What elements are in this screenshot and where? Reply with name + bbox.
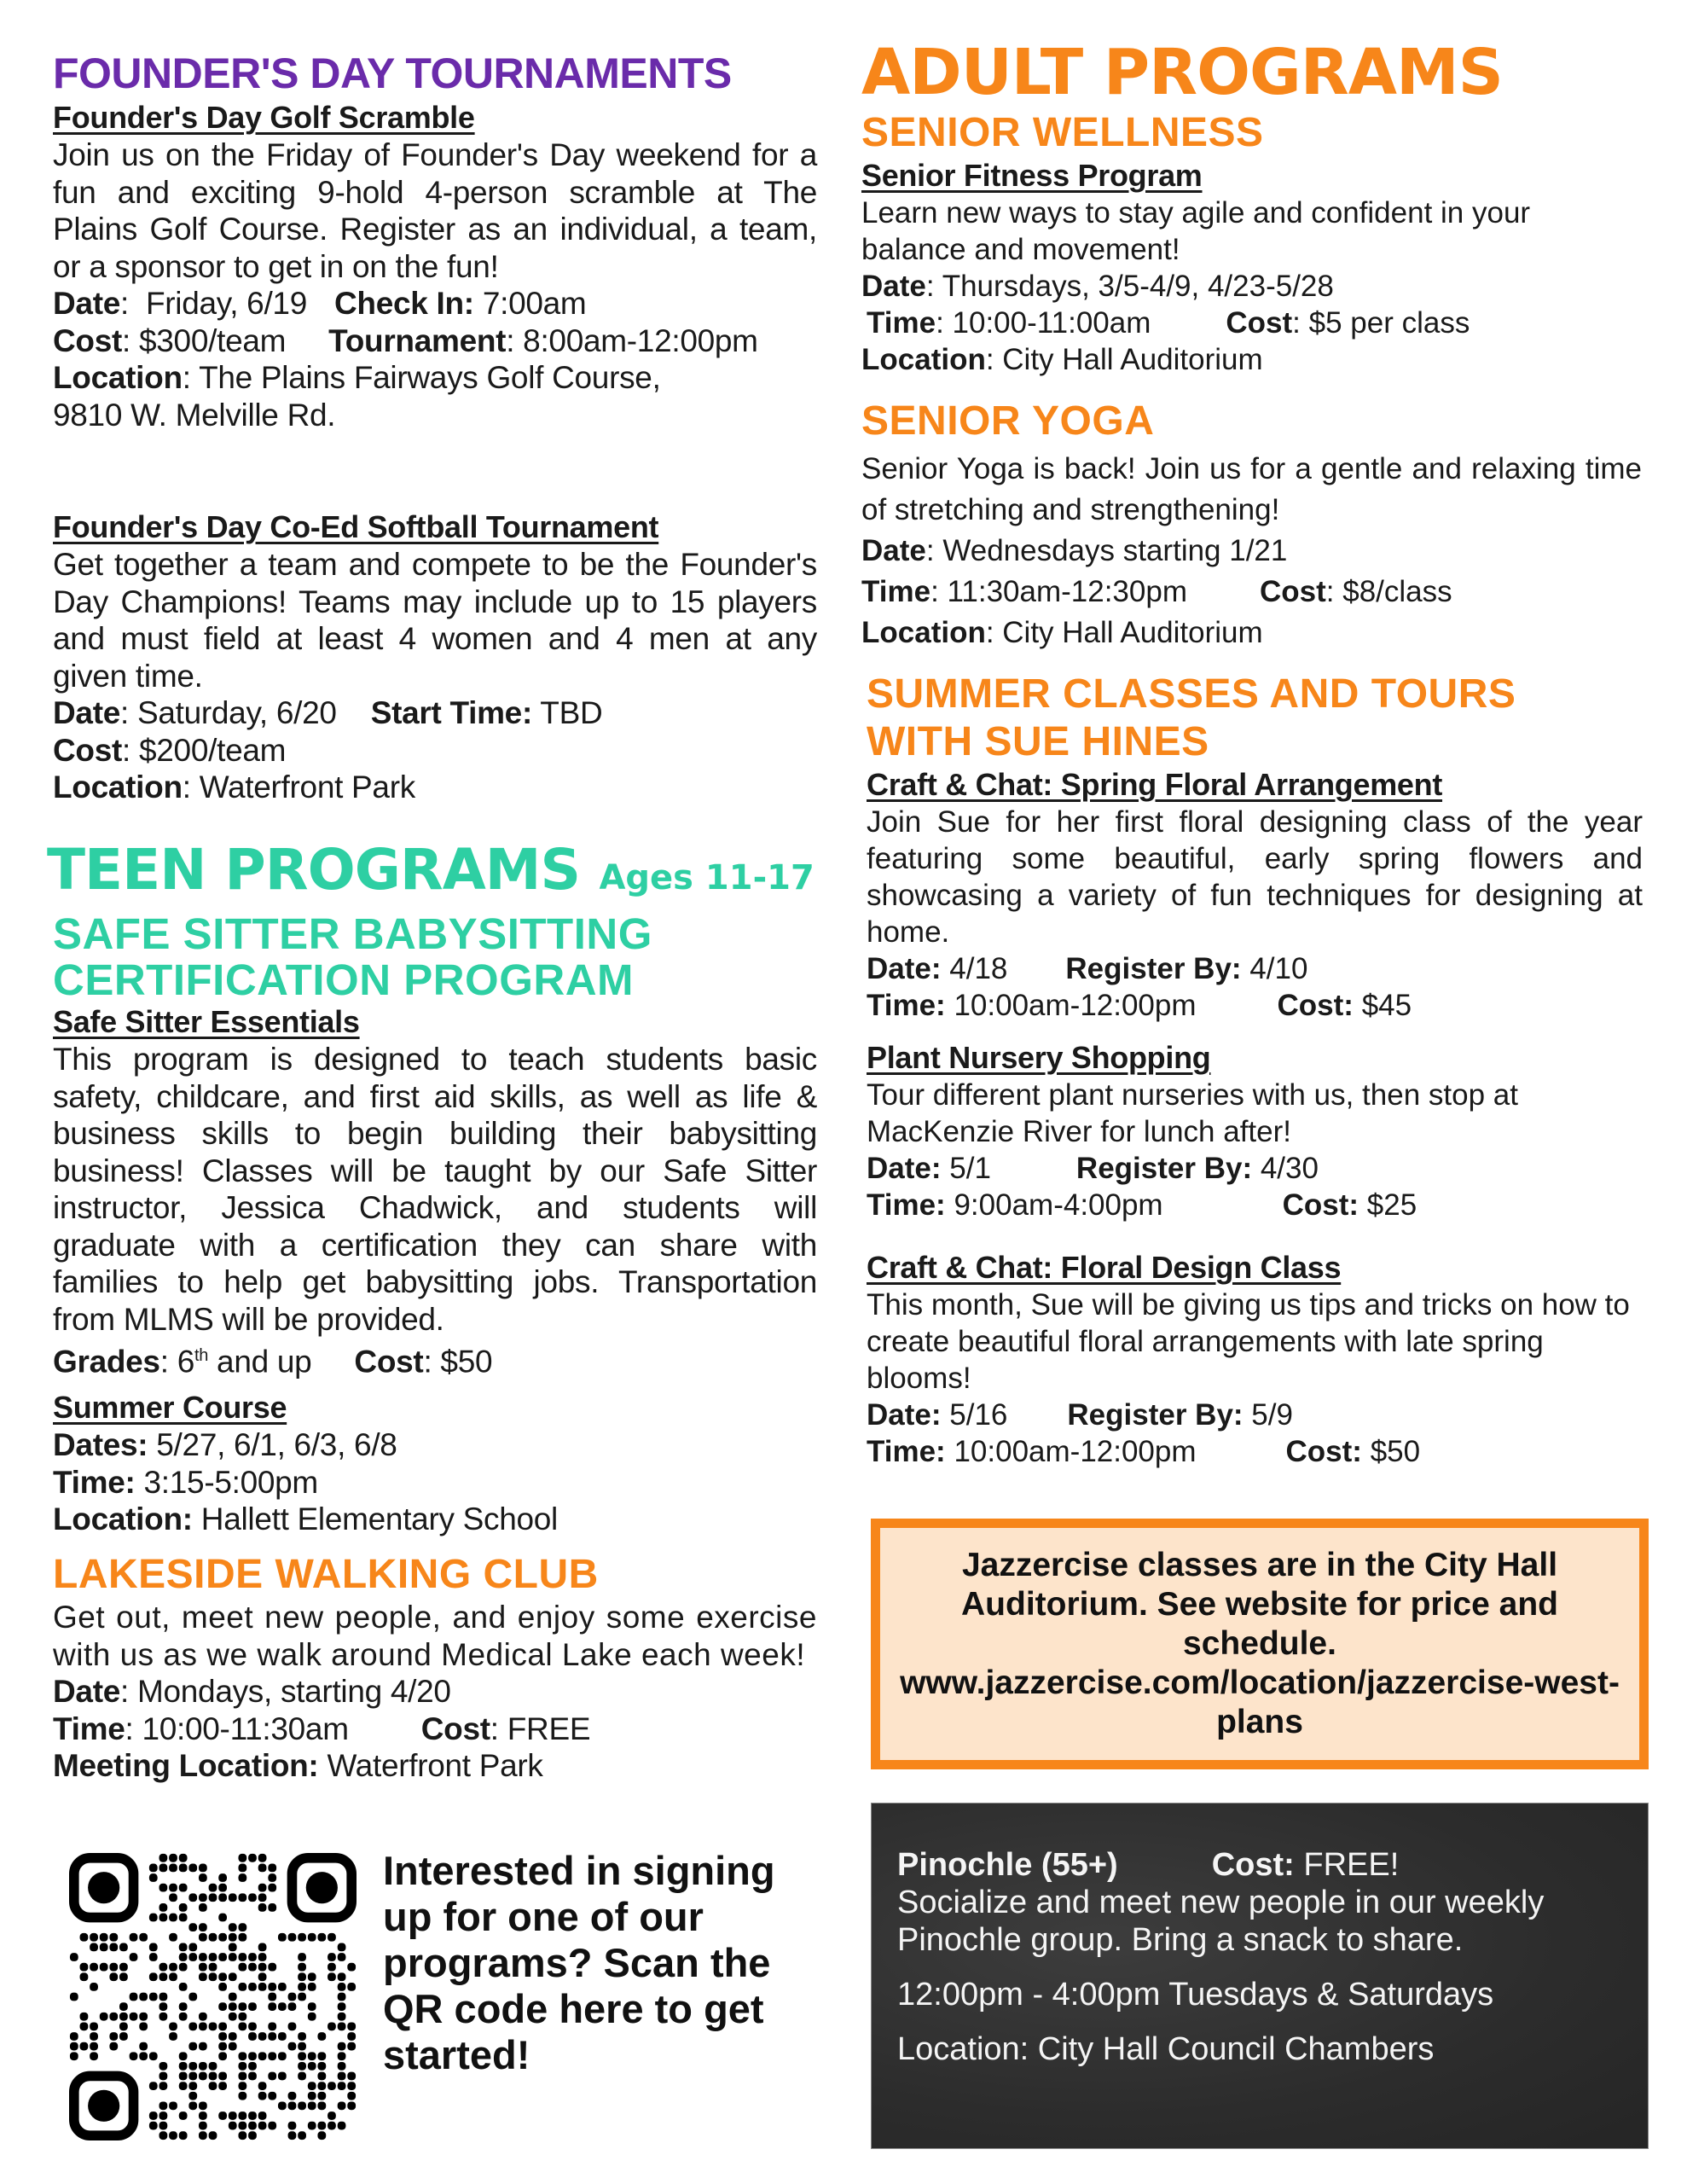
golf-date-label: Date — [53, 286, 120, 321]
safe-sitter-cost-label: Cost — [354, 1344, 424, 1380]
sue-event — [867, 1039, 1643, 1223]
golf-cost-row: Cost: $300/team Tournament: 8:00am-12:00pm — [53, 322, 758, 358]
yoga-time: 11:30am-12:30pm — [947, 575, 1187, 608]
senior-fitness-heading: Senior Fitness Program — [861, 158, 1203, 193]
yoga-cost-label: Cost — [1260, 575, 1326, 608]
walking-meeting-row — [53, 1747, 817, 1785]
jazzercise-callout — [871, 1519, 1649, 1769]
senior-fitness-description: Learn new ways to stay agile and confident in your balance and movement! — [861, 196, 1531, 266]
grades-sup: th — [194, 1346, 209, 1365]
sue-event-time-row — [867, 987, 1643, 1024]
yoga-date: Wednesdays starting 1/21 — [942, 534, 1288, 567]
walking-club-description: Get out, meet new people, and enjoy some exercise with us as we walk around Medical Lake each week! — [53, 1600, 817, 1672]
fitness-location: City Hall Auditorium — [1002, 343, 1263, 376]
sue-hines-title-line2: WITH SUE HINES — [867, 719, 1209, 764]
pinochle-description: Socialize and meet new people in our weekly Pinochle group. Bring a snack to share. — [897, 1885, 1545, 1958]
teen-ages: Ages 11-17 — [599, 858, 815, 897]
golf-cost-label: Cost — [53, 322, 123, 358]
softball-start: TBD — [540, 695, 603, 730]
walking-date-label: Date — [53, 1674, 120, 1709]
summer-time: 3:15-5:00pm — [143, 1464, 318, 1500]
golf-location-row: Location: The Plains Fairways Golf Course, — [53, 360, 661, 395]
walking-club-section — [53, 1551, 817, 1785]
sue-event-time-row — [867, 1433, 1643, 1470]
golf-checkin: 7:00am — [482, 286, 587, 321]
walking-date-row: Date: Mondays, starting 4/20 — [53, 1674, 451, 1709]
yoga-date-label: Date — [861, 534, 926, 567]
walking-cost: FREE — [507, 1711, 591, 1746]
softball-location-row: Location: Waterfront Park — [53, 770, 415, 804]
sue-cost: $45 — [1361, 989, 1412, 1022]
softball-cost: $200/team — [139, 732, 287, 768]
golf-scramble-description: Join us on the Friday of Founder's Day weekend for a fun and exciting 9-hold 4-person scramble at The Plains Golf Course. Register as an individual, a team, or a sponsor to get in on the fun! — [53, 137, 817, 284]
yoga-location-label: Location — [861, 616, 986, 649]
fitness-cost: $5 per class — [1308, 306, 1470, 340]
walking-meeting: Waterfront Park — [327, 1748, 543, 1783]
pinochle-title: Pinochle (55+) — [897, 1847, 1118, 1883]
softball-location-label: Location — [53, 770, 183, 804]
yoga-time-row: Time: 11:30am-12:30pm Cost: $8/class — [861, 575, 1452, 608]
safe-sitter-heading: Safe Sitter Essentials — [53, 1004, 360, 1039]
yoga-date-row: Date: Wednesdays starting 1/21 — [861, 534, 1288, 567]
golf-scramble-heading: Founder's Day Golf Scramble — [53, 100, 475, 135]
sue-date-label: Date: — [867, 1152, 942, 1185]
senior-yoga-section — [861, 398, 1642, 653]
golf-date: Friday, 6/19 — [145, 286, 307, 321]
softball-start-label: Start Time: — [370, 695, 532, 730]
sue-date: 4/18 — [949, 952, 1008, 985]
sue-time: 9:00am-4:00pm — [954, 1188, 1163, 1222]
walking-time-label: Time — [53, 1711, 125, 1746]
pinochle-schedule: 12:00pm - 4:00pm Tuesdays & Saturdays — [897, 1977, 1494, 2013]
sue-date-label: Date: — [867, 952, 942, 985]
softball-location: Waterfront Park — [199, 770, 415, 804]
jazzercise-info: Jazzercise classes are in the City Hall Auditorium. See website for price and schedule. — [961, 1547, 1558, 1662]
softball-block — [53, 508, 817, 806]
golf-date-row: Date: Friday, 6/19 Check In: 7:00am — [53, 286, 587, 321]
safe-sitter-grades-row: Grades: 6th and up Cost: $50 — [53, 1344, 493, 1380]
teen-programs-header — [47, 839, 815, 901]
sue-event-heading: Plant Nursery Shopping — [867, 1040, 1211, 1075]
yoga-location-row: Location: City Hall Auditorium — [861, 616, 1263, 649]
pinochle-location: Location: City Hall Council Chambers — [897, 2031, 1435, 2067]
grades-num: 6 — [177, 1344, 194, 1380]
sue-date: 5/16 — [949, 1398, 1008, 1432]
sue-event — [867, 766, 1643, 1024]
fitness-time-label: Time — [867, 306, 936, 340]
pinochle-cost: FREE! — [1303, 1847, 1400, 1883]
fitness-time: 10:00-11:00am — [952, 306, 1151, 340]
softball-date-row: Date: Saturday, 6/20 Start Time: TBD — [53, 695, 603, 730]
sue-event — [867, 1249, 1643, 1470]
sue-event-description: Join Sue for her first floral designing class of the year featuring some beautiful, early spring flowers and showcasing a variety of fun techniques for designing at home. — [867, 805, 1643, 949]
golf-tournament: 8:00am-12:00pm — [523, 322, 758, 358]
fitness-date-label: Date — [861, 270, 926, 303]
senior-yoga-title: SENIOR YOGA — [861, 398, 1155, 444]
golf-cost: $300/team — [139, 322, 287, 358]
adult-programs-section — [861, 38, 1642, 378]
adult-programs-title: ADULT PROGRAMS — [861, 36, 1503, 109]
sue-event-heading: Craft & Chat: Spring Floral Arrangement — [867, 767, 1443, 802]
golf-scramble-block — [53, 99, 817, 433]
yoga-time-label: Time — [861, 575, 931, 608]
golf-location-line1: The Plains Fairways Golf Course, — [199, 360, 661, 395]
sue-time-label: Time: — [867, 989, 946, 1022]
grades-label: Grades — [53, 1344, 160, 1380]
softball-heading: Founder's Day Co-Ed Softball Tournament — [53, 509, 659, 544]
senior-fitness-time-row: Time: 10:00-11:00am Cost: $5 per class — [867, 306, 1470, 340]
safe-sitter-cost: $50 — [440, 1344, 493, 1380]
summer-course-time-row — [53, 1464, 817, 1502]
summer-location: Hallett Elementary School — [200, 1502, 558, 1536]
softball-cost-label: Cost — [53, 732, 123, 768]
sue-date: 5/1 — [949, 1152, 991, 1185]
sue-register-label: Register By: — [1075, 1152, 1253, 1185]
qr-code-icon[interactable] — [69, 1853, 357, 2140]
golf-location-label: Location — [53, 360, 183, 395]
yoga-location: City Hall Auditorium — [1002, 616, 1263, 649]
summer-time-label: Time: — [53, 1464, 136, 1500]
softball-cost-row: Cost: $200/team — [53, 732, 287, 768]
signup-text: Interested in signing up for one of our programs? Scan the QR code here to get started! — [383, 1848, 775, 2077]
softball-description: Get together a team and compete to be the Founder's Day Champions! Teams may include up to 15 players and must field at least 4 women and 4 men at any given time. — [53, 547, 817, 694]
sue-hines-section — [867, 671, 1643, 1470]
jazzercise-url-link[interactable]: www.jazzercise.com/location/jazzercise-west-plans — [900, 1664, 1620, 1740]
pinochle-header-row — [897, 1846, 1622, 1884]
walking-club-title: LAKESIDE WALKING CLUB — [53, 1552, 599, 1597]
fitness-location-label: Location — [861, 343, 986, 376]
sue-date-label: Date: — [867, 1398, 942, 1432]
golf-checkin-label: Check In: — [333, 286, 474, 321]
jazzercise-text — [880, 1546, 1639, 1742]
safe-sitter-title-line1: SAFE SITTER BABYSITTING — [53, 909, 652, 958]
safe-sitter-description: This program is designed to teach students basic safety, childcare, and first aid skills, as well as life & business skills to begin building their babysitting business! Classes will be taught by our Safe Sitter instructor, Jessica Chadwick, and students will graduate with a certification they can share with families to help get babysitting jobs. Transportation from MLMS will be provided. — [53, 1042, 817, 1337]
softball-date-label: Date — [53, 695, 120, 730]
teen-programs-title: TEEN PROGRAMS — [47, 837, 580, 903]
yoga-cost: $8/class — [1342, 575, 1452, 608]
sue-register: 4/10 — [1249, 952, 1308, 985]
fitness-date: Thursdays, 3/5-4/9, 4/23-5/28 — [942, 270, 1334, 303]
summer-location-label: Location: — [53, 1502, 193, 1536]
walking-meeting-label: Meeting Location: — [53, 1748, 319, 1783]
summer-course-block — [53, 1389, 817, 1538]
summer-course-dates-row — [53, 1426, 817, 1464]
sue-event-date-row — [867, 1150, 1643, 1187]
sue-register: 4/30 — [1260, 1152, 1319, 1185]
walking-time: 10:00-11:30am — [142, 1711, 349, 1746]
sue-event-date-row — [867, 950, 1643, 987]
sue-cost-label: Cost: — [1285, 1435, 1362, 1468]
sue-time: 10:00am-12:00pm — [954, 989, 1197, 1022]
grades-rest: and up — [217, 1344, 312, 1380]
summer-dates: 5/27, 6/1, 6/3, 6/8 — [156, 1427, 397, 1462]
sue-cost: $50 — [1370, 1435, 1421, 1468]
sue-event-time-row — [867, 1187, 1643, 1223]
sue-cost: $25 — [1366, 1188, 1417, 1222]
walking-time-row: Time: 10:00-11:30am Cost: FREE — [53, 1711, 591, 1746]
summer-dates-label: Dates: — [53, 1427, 148, 1462]
senior-wellness-title: SENIOR WELLNESS — [861, 110, 1264, 155]
founders-day-title: FOUNDER'S DAY TOURNAMENTS — [53, 49, 732, 97]
summer-course-location-row — [53, 1501, 817, 1538]
sue-event-description: This month, Sue will be giving us tips and tricks on how to create beautiful floral arrangements with late spring blooms! — [867, 1288, 1630, 1395]
walking-cost-label: Cost — [420, 1711, 490, 1746]
sue-time-label: Time: — [867, 1188, 946, 1222]
sue-register: 5/9 — [1251, 1398, 1293, 1432]
walking-date: Mondays, starting 4/20 — [136, 1674, 451, 1709]
senior-fitness-location-row: Location: City Hall Auditorium — [861, 343, 1263, 376]
fitness-cost-label: Cost — [1226, 306, 1293, 340]
sue-event-description: Tour different plant nurseries with us, then stop at MacKenzie River for lunch after! — [867, 1078, 1518, 1148]
sue-register-label: Register By: — [1065, 952, 1242, 985]
softball-date: Saturday, 6/20 — [136, 695, 337, 730]
sue-time: 10:00am-12:00pm — [954, 1435, 1197, 1468]
sue-event-date-row — [867, 1397, 1643, 1433]
pinochle-cost-label: Cost: — [1211, 1847, 1295, 1883]
sue-register-label: Register By: — [1067, 1398, 1244, 1432]
sue-cost-label: Cost: — [1277, 989, 1354, 1022]
sue-hines-title-line1: SUMMER CLASSES AND TOURS — [867, 671, 1516, 717]
qr-code-graphic — [69, 1853, 357, 2140]
senior-fitness-date-row: Date: Thursdays, 3/5-4/9, 4/23-5/28 — [861, 270, 1334, 303]
sue-time-label: Time: — [867, 1435, 946, 1468]
summer-course-heading: Summer Course — [53, 1390, 287, 1425]
pinochle-callout — [871, 1803, 1649, 2149]
golf-location-line2: 9810 W. Melville Rd. — [53, 397, 336, 433]
senior-yoga-description: Senior Yoga is back! Join us for a gentle and relaxing time of stretching and strengthening! — [861, 452, 1642, 526]
sue-event-heading: Craft & Chat: Floral Design Class — [867, 1250, 1342, 1285]
safe-sitter-title-line2: CERTIFICATION PROGRAM — [53, 956, 635, 1004]
golf-tournament-label: Tournament — [328, 322, 507, 358]
safe-sitter-block — [53, 911, 817, 1380]
sue-cost-label: Cost: — [1282, 1188, 1359, 1222]
